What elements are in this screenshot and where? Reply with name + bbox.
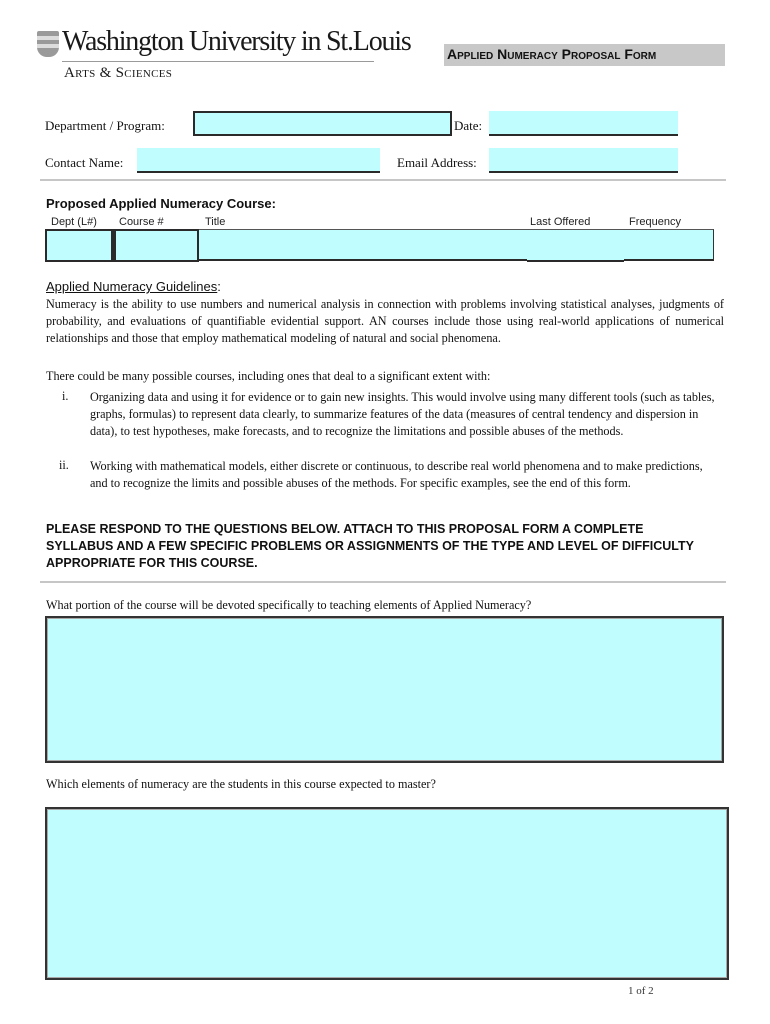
col-header-title: Title	[205, 216, 226, 228]
form-title: Applied Numeracy Proposal Form	[447, 46, 657, 62]
contact-name-field[interactable]	[137, 148, 380, 173]
date-field[interactable]	[489, 111, 678, 136]
section-divider	[40, 581, 726, 583]
course-dept-field[interactable]	[45, 229, 113, 262]
department-label: Department / Program:	[45, 118, 165, 133]
guidelines-intro: Numeracy is the ability to use numbers and numerical analysis in connection with problems involving statistical analyses, judgments of probability, and evaluations of quantifiable evidential support. AN courses include those using real-world applications of numerical relationships and those that employ mathematical modeling of natural and social phenomena.	[46, 297, 724, 345]
course-section-heading: Proposed Applied Numeracy Course:	[46, 196, 276, 211]
department-field[interactable]	[193, 111, 452, 136]
instructions-text: PLEASE RESPOND TO THE QUESTIONS BELOW. ATTACH TO THIS PROPOSAL FORM A COMPLETE SYLLABUS AND A FEW SPECIFIC PROBLEMS OR ASSIGNMENTS OF THE TYPE AND LEVEL OF DIFFICULTY APPROPRIATE FOR THIS COURSE.	[46, 522, 694, 570]
email-label: Email Address:	[397, 155, 477, 170]
list-item-text: Working with mathematical models, either discrete or continuous, to describe real world phenomena and to make predictions, and to recognize the limits and possible abuses of the methods. For specific examples, see the end of this form.	[90, 459, 703, 490]
course-last-offered-field[interactable]	[527, 229, 624, 262]
col-header-frequency: Frequency	[629, 216, 681, 228]
email-field[interactable]	[489, 148, 678, 173]
list-item-number: ii.	[59, 458, 69, 472]
page-number: 1 of 2	[628, 985, 654, 997]
university-crest-icon	[37, 31, 59, 57]
course-title-field[interactable]	[199, 229, 527, 261]
question-2-label: Which elements of numeracy are the students in this course expected to master?	[46, 777, 436, 791]
course-number-field[interactable]	[113, 229, 199, 262]
section-divider	[40, 179, 726, 181]
col-header-course-number: Course #	[119, 216, 164, 228]
col-header-last-offered: Last Offered	[530, 216, 591, 228]
list-item-number: i.	[62, 389, 69, 403]
guidelines-heading: Applied Numeracy Guidelines:	[46, 279, 221, 294]
university-name: Washington University in St.Louis	[62, 26, 411, 57]
date-label: Date:	[454, 118, 483, 133]
guidelines-lead: There could be many possible courses, including ones that deal to a significant extent with:	[46, 369, 491, 383]
contact-name-label: Contact Name:	[45, 155, 124, 170]
question-2-answer-field[interactable]	[45, 807, 729, 980]
col-header-dept: Dept (L#)	[51, 216, 97, 228]
course-frequency-field[interactable]	[624, 229, 714, 261]
question-1-label: What portion of the course will be devoted specifically to teaching elements of Applied Numeracy?	[46, 598, 532, 612]
logo-divider	[62, 61, 374, 62]
school-name: Arts & Sciences	[64, 65, 173, 81]
list-item-text: Organizing data and using it for evidence or to gain new insights. This would involve using many different tools (such as tables, graphs, formulas) to represent data clearly, to summarize features of the data (measures of central tendency and dispersion in data), to test hypotheses, make forecasts, and to recognize the limitations and possible abuses of the methods.	[90, 390, 715, 438]
question-1-answer-field[interactable]	[45, 616, 724, 763]
